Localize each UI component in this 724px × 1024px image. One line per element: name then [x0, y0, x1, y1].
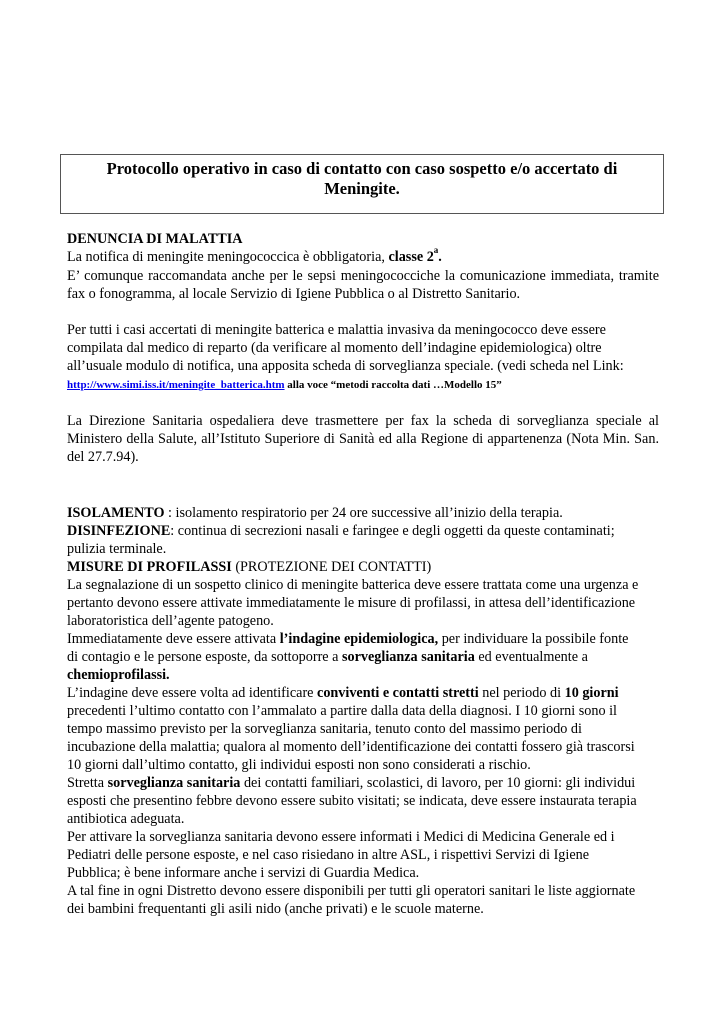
profilassi-p6-line-2: dei bambini frequentanti gli asili nido (anche privati) e le scuole materne. — [67, 901, 484, 917]
superscript: a — [433, 245, 439, 255]
profilassi-p4-line-1 — [67, 774, 659, 792]
profilassi-p3-line-5: 10 giorni dall’ultimo contatto, gli individui esposti non sono considerati a rischio. — [67, 757, 531, 773]
profilassi-p5-line-3: Pubblica; è bene informare anche i servizi di Guardia Medica. — [67, 865, 420, 881]
simi-link[interactable]: http://www.simi.iss.it/meningite_batterica.htm — [67, 379, 285, 391]
profilassi-p3-line-4: incubazione della malattia; qualora al momento dell’identificazione dei contatti fossero già trascorsi — [67, 739, 635, 755]
denuncia-paragraph-2: E’ comunque raccomandata anche per le sepsi meningococciche la comunicazione immediata, tramite fax o fonogramma, al locale Servizio di Igiene Pubblica o al Distretto Sanitario. — [67, 268, 659, 302]
text-span: Immediatamente deve essere attivata — [67, 631, 280, 647]
isolamento-text: : isolamento respiratorio per 24 ore successive all’inizio della terapia. — [164, 505, 563, 521]
isolamento-label: ISOLAMENTO — [67, 505, 165, 521]
profilassi-p3-line-2: precedenti l’ultimo contatto con l’ammalato a partire dalla data della diagnosi. I 10 giorni sono il — [67, 703, 617, 719]
text-span: La notifica di meningite meningococcica è obbligatoria, — [67, 249, 389, 265]
disinfezione-line — [67, 522, 659, 540]
bold-span: sorveglianza sanitaria — [342, 649, 475, 665]
text-span: . — [438, 249, 442, 265]
link-line — [67, 375, 659, 394]
profilassi-p4-line-2: esposti che presentino febbre devono essere subito visitati; se indicata, deve essere instaurata terapia — [67, 793, 637, 809]
bold-span: 10 giorni — [564, 685, 619, 701]
profilassi-label: MISURE DI PROFILASSI — [67, 559, 232, 575]
profilassi-sub: (PROTEZIONE DEI CONTATTI) — [231, 559, 432, 575]
profilassi-p1-line-1: La segnalazione di un sospetto clinico di meningite batterica deve essere trattata come una urgenza e — [67, 577, 639, 593]
bold-span: conviventi e contatti stretti — [317, 685, 479, 701]
link-description: alla voce “metodi raccolta dati …Modello 15” — [284, 379, 502, 391]
text-span: di contagio e le persone esposte, da sottoporre a — [67, 649, 342, 665]
classe-label: classe 2 — [388, 249, 434, 265]
text-span: dei contatti familiari, scolastici, di lavoro, per 10 giorni: gli individui — [240, 775, 636, 791]
disinfezione-text: : continua di secrezioni nasali e faringee e degli oggetti da queste contaminati; — [170, 523, 615, 539]
disinfezione-line-2: pulizia terminale. — [67, 541, 167, 557]
denuncia-paragraph-3-line-1: Per tutti i casi accertati di meningite batterica e malattia invasiva da meningococco deve essere — [67, 322, 606, 338]
bold-span: l’indagine epidemiologica, — [279, 631, 439, 647]
text-span: nel periodo di — [478, 685, 565, 701]
text-span: ed eventualmente a — [474, 649, 588, 665]
denuncia-paragraph-4: La Direzione Sanitaria ospedaliera deve trasmettere per fax la scheda di sorveglianza speciale al Ministero della Salute, all’Istituto Superiore di Sanità ed alla Regione di appartenenza (Nota Min. San. del 27.7.94). — [67, 413, 659, 465]
profilassi-p2-line-1 — [67, 630, 659, 648]
document-body — [67, 230, 659, 918]
bold-span: chemioprofilassi. — [67, 667, 170, 683]
denuncia-paragraph-1 — [67, 245, 659, 267]
profilassi-p5-line-1: Per attivare la sorveglianza sanitaria devono essere informati i Medici di Medicina Generale ed i — [67, 829, 615, 845]
profilassi-p1-line-3: laboratoristica dell’agente patogeno. — [67, 613, 274, 629]
denuncia-paragraph-3-line-2: compilata dal medico di reparto (da verificare al momento dell’indagine epidemiologica) oltre — [67, 340, 602, 356]
profilassi-heading — [67, 558, 659, 576]
text-span: Stretta — [67, 775, 108, 791]
bold-span: sorveglianza sanitaria — [107, 775, 241, 791]
title-line-2: Meningite. — [324, 179, 400, 198]
profilassi-p6-line-1: A tal fine in ogni Distretto devono essere disponibili per tutti gli operatori sanitari le liste aggiornate — [67, 883, 636, 899]
denuncia-paragraph-3-line-3: all’usuale modulo di notifica, una apposita scheda di sorveglianza speciale. (vedi scheda nel Link: — [67, 358, 624, 374]
text-span: per individuare la possibile fonte — [438, 631, 629, 647]
profilassi-p5-line-2: Pediatri delle persone esposte, e nel caso risiedano in altre ASL, i rispettivi Servizi di Igiene — [67, 847, 590, 863]
profilassi-p2-line-3 — [67, 666, 659, 684]
profilassi-p1-line-2: pertanto devono essere attivate immediatamente le misure di profilassi, in attesa dell’identificazione — [67, 595, 636, 611]
denuncia-heading: DENUNCIA DI MALATTIA — [67, 231, 243, 247]
text-span: L’indagine deve essere volta ad identificare — [67, 685, 318, 701]
profilassi-p3-line-1 — [67, 684, 659, 702]
isolamento-line — [67, 504, 659, 522]
title-box — [60, 154, 664, 214]
profilassi-p3-line-3: tempo massimo previsto per la sorveglianza sanitaria, tenuto conto del massimo periodo di — [67, 721, 582, 737]
profilassi-p2-line-2 — [67, 648, 659, 666]
profilassi-p4-line-3: antibiotica adeguata. — [67, 811, 185, 827]
disinfezione-label: DISINFEZIONE — [67, 523, 171, 539]
title-line-1: Protocollo operativo in caso di contatto con caso sospetto e/o accertato di — [106, 159, 618, 178]
